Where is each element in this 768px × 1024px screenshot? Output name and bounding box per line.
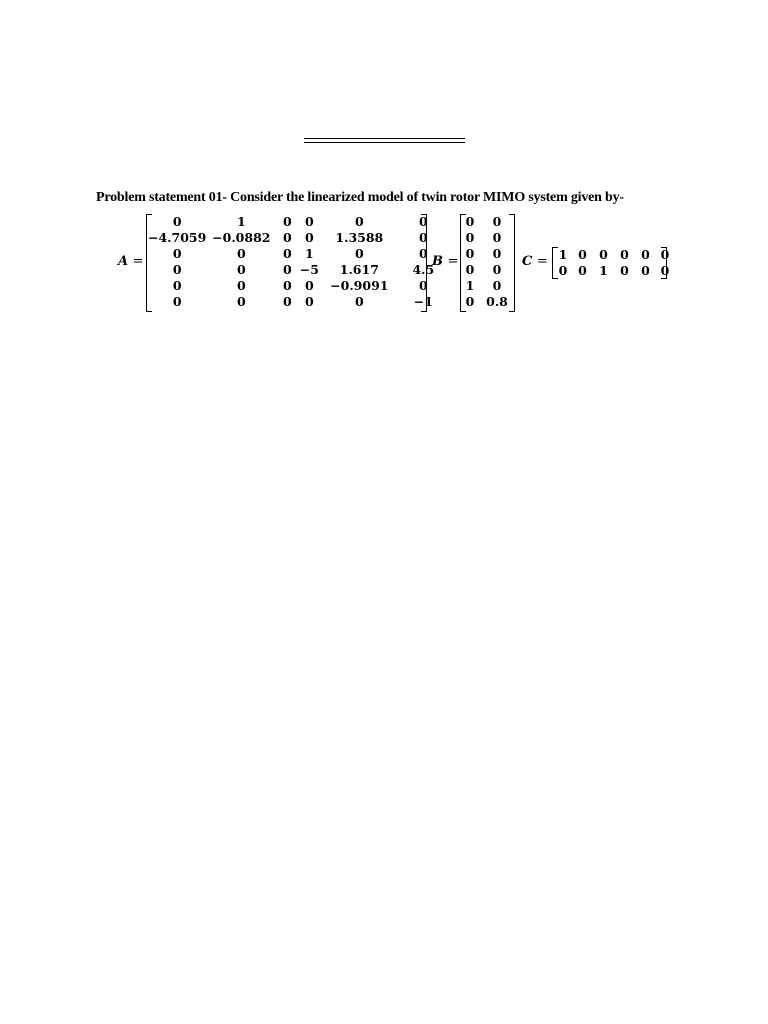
matrix-a-row: [148, 246, 448, 262]
matrix-a-row: [148, 294, 448, 310]
matrix-a-cell: 0: [418, 230, 428, 245]
matrix-a-label: [118, 254, 144, 269]
matrix-c-cell: 0: [578, 263, 587, 278]
matrix-b-symbol: B: [432, 254, 443, 269]
matrix-a-cell: 0: [172, 246, 182, 261]
matrix-b-cell: 0: [492, 246, 502, 261]
matrix-a-cell: 0: [418, 278, 428, 293]
matrix-a-cell: −5: [299, 262, 319, 277]
matrix-b-cell: 0: [492, 230, 502, 245]
matrix-b-equals: =: [447, 254, 459, 269]
matrix-a-cell: 0: [282, 278, 292, 293]
matrix-a-cell: 1: [236, 214, 246, 229]
matrix-a-row: [148, 214, 448, 230]
matrix-b-cell: 0: [465, 230, 475, 245]
matrix-b-cell: 0: [492, 262, 502, 277]
matrix-c-cell: 0: [620, 247, 629, 262]
matrix-a-cell: 0: [354, 214, 364, 229]
matrix-a-equals: =: [132, 254, 144, 269]
matrix-a-symbol: A: [118, 254, 129, 269]
matrix-b-cell: 0: [465, 246, 475, 261]
matrix-a-cell: 0: [304, 230, 314, 245]
matrix-a-cell: 0: [172, 262, 182, 277]
matrix-a-cell: 1.617: [339, 262, 379, 277]
matrix-b-label: [432, 254, 458, 269]
matrix-c-cell: 1: [558, 247, 568, 262]
matrix-a-cell: 0: [354, 246, 364, 261]
matrix-a-cell: 0: [304, 294, 314, 309]
matrix-a-cell: −0.9091: [330, 278, 389, 293]
matrix-a-cell: 0: [282, 246, 292, 261]
matrix-a-cell: 0: [304, 278, 314, 293]
matrix-b-row: [462, 230, 516, 246]
matrix-c-right-bracket: [661, 247, 667, 279]
matrix-a-cell: 0: [304, 214, 314, 229]
double-rule-top: [304, 138, 465, 139]
matrix-c-cell: 1: [599, 263, 608, 278]
matrix-a-cell: 0: [282, 214, 292, 229]
matrix-a-cell: 0: [236, 246, 246, 261]
matrix-c-label: [522, 254, 548, 269]
matrix-b-cell: 0: [492, 278, 502, 293]
matrix-c-cell: 0: [599, 247, 608, 262]
matrix-a-row: [148, 278, 448, 294]
matrix-b-row: [462, 214, 516, 230]
matrix-a-cell: −0.0882: [212, 230, 271, 245]
matrix-c-cell: 0: [578, 247, 587, 262]
matrix-c-cell: 0: [641, 263, 650, 278]
matrix-c-symbol: C: [522, 254, 533, 269]
matrix-a-cell: 0: [172, 214, 182, 229]
matrix-c-row: [554, 247, 674, 263]
matrix-b-row: [462, 294, 516, 310]
matrix-c-cell: 0: [660, 247, 670, 262]
matrix-a: [148, 214, 448, 310]
matrix-a-cell: 0: [282, 294, 292, 309]
matrix-c-row: [554, 263, 674, 279]
matrix-c-cell: 0: [558, 263, 568, 278]
matrix-a-cell: 0: [418, 246, 428, 261]
matrix-a-right-bracket: [421, 214, 427, 312]
matrix-b-row: [462, 246, 516, 262]
matrix-a-cell: 0: [172, 278, 182, 293]
matrix-a-cell: 4.5: [412, 262, 435, 277]
matrix-c-cell: 0: [660, 263, 670, 278]
matrix-c-equals: =: [536, 254, 548, 269]
matrix-a-row: [148, 230, 448, 246]
matrix-b-cell: 0.8: [486, 294, 508, 309]
matrix-a-cell: 1.3588: [335, 230, 384, 245]
matrix-b-right-bracket: [509, 214, 515, 312]
double-rule-bottom: [304, 142, 465, 143]
matrix-a-cell: 0: [282, 230, 292, 245]
problem-statement: Problem statement 01- Consider the linearized model of twin rotor MIMO system given by-: [96, 190, 624, 205]
matrix-a-cell: 0: [236, 294, 246, 309]
matrix-b-cell: 0: [492, 214, 502, 229]
matrix-b-cell: 0: [465, 214, 475, 229]
matrix-a-cell: −4.7059: [148, 230, 207, 245]
matrix-b: [462, 214, 516, 310]
matrix-a-cell: 0: [172, 294, 182, 309]
matrix-c-cell: 0: [620, 263, 629, 278]
matrix-a-cell: 0: [354, 294, 364, 309]
matrix-c-cell: 0: [641, 247, 650, 262]
matrix-b-cell: 0: [465, 294, 475, 309]
matrix-a-cell: 0: [282, 262, 292, 277]
matrix-c: [554, 247, 674, 279]
matrix-a-cell: 0: [236, 278, 246, 293]
matrix-a-cell: −1: [413, 294, 433, 309]
matrix-a-cell: 0: [236, 262, 246, 277]
matrix-b-cell: 0: [465, 262, 475, 277]
matrix-b-row: [462, 262, 516, 278]
matrix-a-row: [148, 262, 448, 278]
matrix-b-row: [462, 278, 516, 294]
matrix-b-cell: 1: [465, 278, 475, 293]
matrix-a-cell: 1: [304, 246, 314, 261]
matrix-a-cell: 0: [418, 214, 428, 229]
